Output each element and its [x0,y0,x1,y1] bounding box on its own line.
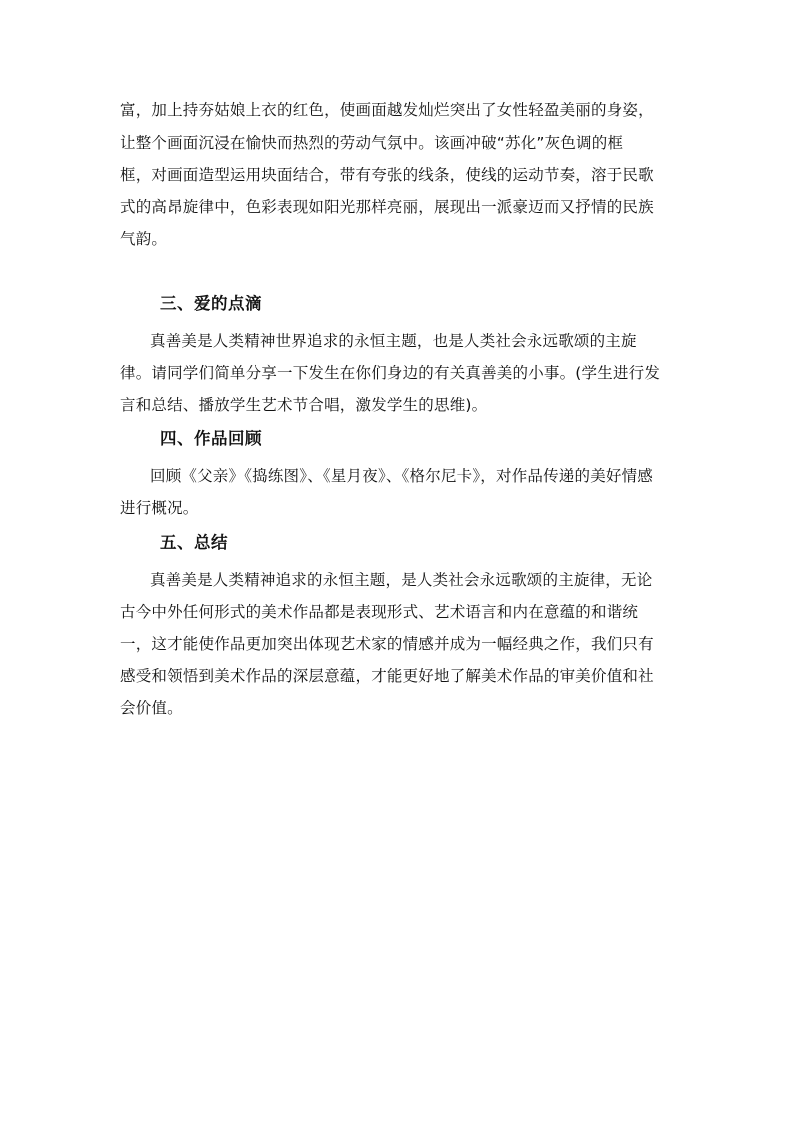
section-4-line-1: 回顾《父亲》《捣练图》、《星月夜》、《格尔尼卡》，对作品传递的美好情感 [150,467,654,485]
section-5-line-3: 一，这才能使作品更加突出体现艺术家的情感并成为一幅经典之作，我们只有 [120,635,654,653]
intro-line-5: 气韵。 [120,230,168,248]
intro-line-3: 框，对画面造型运用块面结合，带有夸张的线条，使线的运动节奏，溶于民歌 [120,166,654,184]
section-5-line-1: 真善美是人类精神追求的永恒主题，是人类社会永远歌颂的主旋律，无论 [150,571,653,589]
section-3-line-3: 言和总结、播放学生艺术节合唱，激发学生的思维)。 [120,396,488,414]
section-5-line-5: 会价值。 [120,699,183,717]
section-3-heading: 三、爱的点滴 [160,294,262,313]
section-5-line-2: 古今中外任何形式的美术作品都是表现形式、艺术语言和内在意蕴的和谐统 [120,603,639,621]
intro-line-1: 富，加上持夯姑娘上衣的红色，使画面越发灿烂突出了女性轻盈美丽的身姿， [120,101,654,119]
intro-line-4: 式的高昂旋律中，色彩表现如阳光那样亮丽，展现出一派豪迈而又抒情的民族 [120,198,654,216]
intro-line-2: 让整个画面沉浸在愉快而热烈的劳动气氛中。该画冲破“苏化”灰色调的框 [120,134,624,152]
section-3-line-1: 真善美是人类精神世界追求的永恒主题，也是人类社会永远歌颂的主旋 [150,332,637,350]
section-4-line-2: 进行概况。 [120,499,199,517]
section-5-line-4: 感受和领悟到美术作品的深层意蕴，才能更好地了解美术作品的审美价值和社 [120,667,654,685]
section-5-heading: 五、总结 [160,533,228,552]
section-4-heading: 四、作品回顾 [160,429,262,448]
section-3-line-2: 律。请同学们简单分享一下发生在你们身边的有关真善美的小事。(学生进行发 [120,364,661,382]
